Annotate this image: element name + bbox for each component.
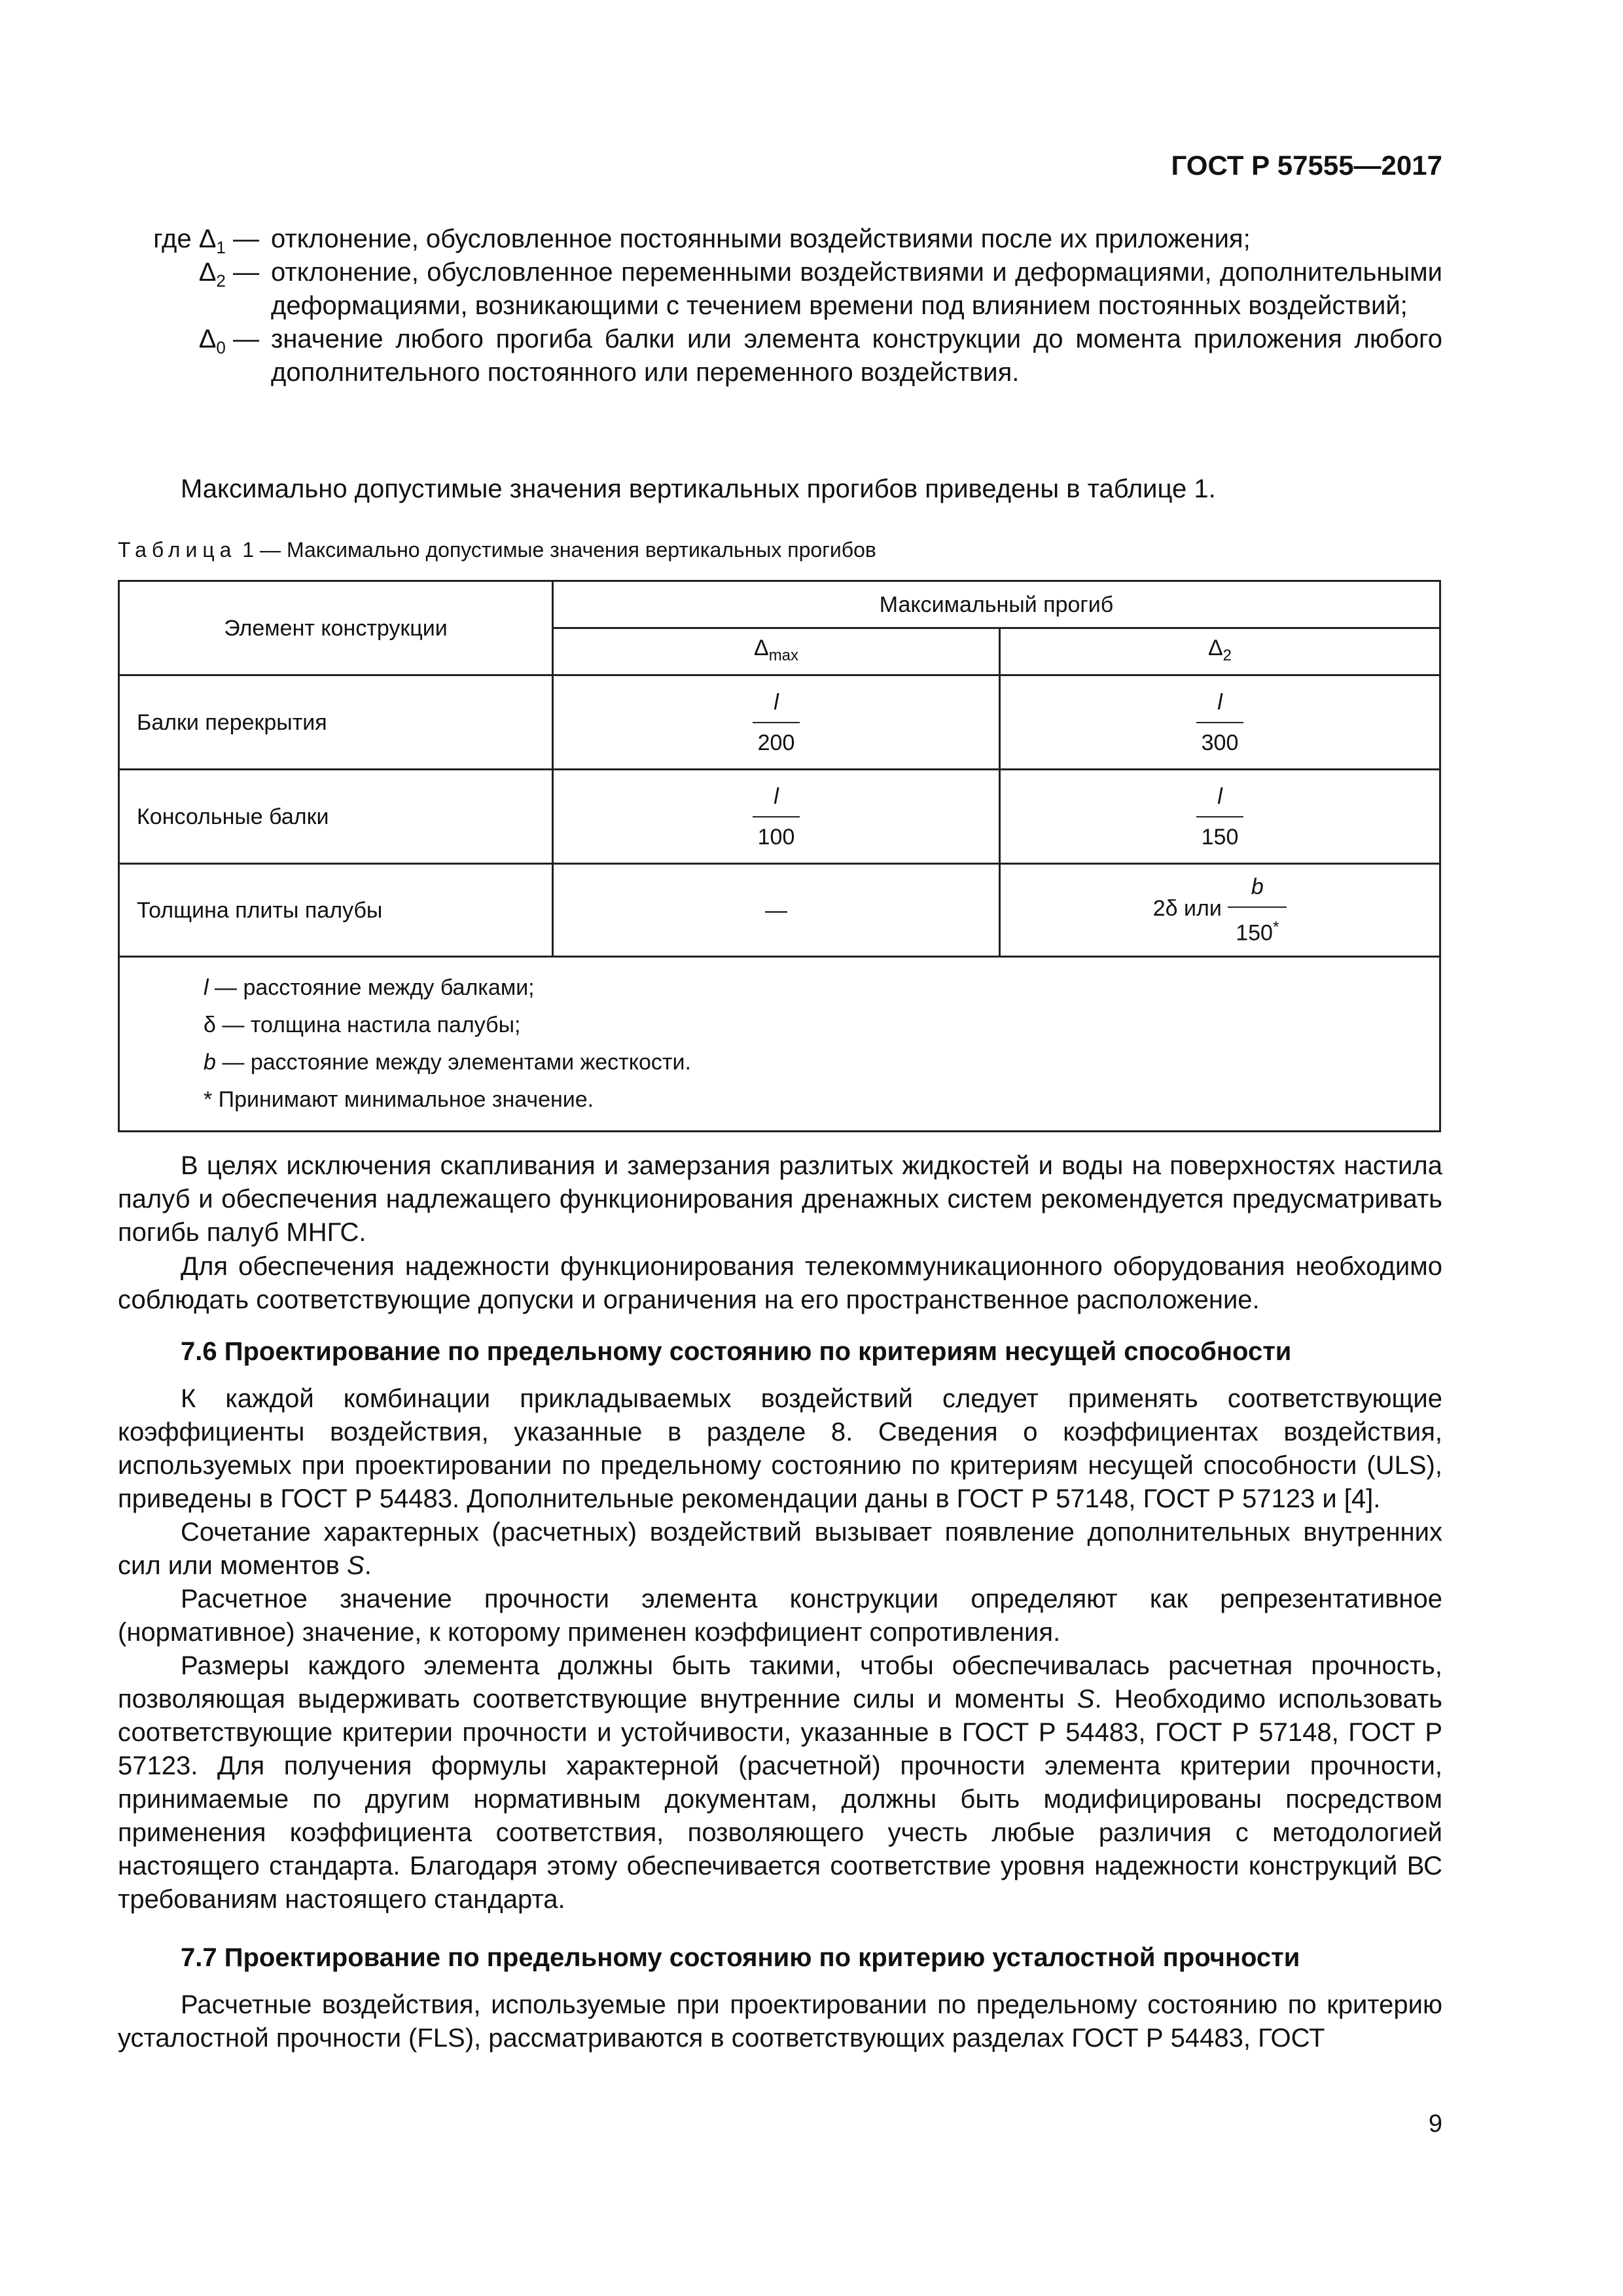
section-7-7-heading: 7.7 Проектирование по предельному состоянию по критерию усталостной прочности bbox=[181, 1943, 1300, 1972]
symbol-definitions bbox=[131, 223, 1442, 389]
section-7-6-paragraph: Расчетное значение прочности элемента конструкции определяют как репрезентативное (нормативное) значение, к которому применен коэффициент сопротивления. bbox=[118, 1585, 1442, 1647]
table-reference-paragraph: Максимально допустимые значения вертикальных прогибов приведены в таблице 1. bbox=[181, 475, 1216, 503]
row-label: Балки перекрытия bbox=[119, 675, 553, 770]
table-row bbox=[119, 770, 1440, 864]
definition-text: значение любого прогиба балки или элемента конструкции до момента приложения любого дополнительного постоянного или переменного воздействия. bbox=[271, 325, 1442, 387]
section-7-6-heading: 7.6 Проектирование по предельному состоянию по критериям несущей способности bbox=[181, 1337, 1292, 1366]
fraction: $\frac{l}{300}$ bbox=[1196, 689, 1243, 756]
table-caption: Таблица 1 — Максимально допустимые значения вертикальных прогибов bbox=[118, 538, 876, 562]
header-delta-2: $\Delta_2$ bbox=[1000, 628, 1440, 675]
definition-delta-2: $\Delta_2$ — отклонение, обусловленное переменными воздействиями и деформациями, дополнительными деформациями, возникающими с течением времени под влиянием постоянных воздействий; bbox=[131, 256, 1442, 323]
row-label: Консольные балки bbox=[119, 770, 553, 864]
definition-delta-0: $\Delta_0$ — значение любого прогиба балки или элемента конструкции до момента приложения любого дополнительного постоянного или переменного воздействия. bbox=[131, 323, 1442, 389]
note-item: * Принимают минимальное значение. bbox=[204, 1087, 594, 1112]
fraction: $\frac{l}{200}$ bbox=[753, 689, 800, 756]
table-row bbox=[119, 675, 1440, 770]
note-item: δ — толщина настила палубы; bbox=[204, 1013, 521, 1037]
fraction: $\frac{l}{100}$ bbox=[753, 783, 800, 850]
header-max-deflection: Максимальный прогиб bbox=[553, 581, 1440, 628]
table-row: Толщина плиты палубы — 2δ или $\frac{b}{150^*}$ bbox=[119, 864, 1440, 957]
table-notes bbox=[119, 957, 1440, 1132]
header-element: Элемент конструкции bbox=[119, 581, 553, 675]
section-7-6-paragraph: К каждой комбинации прикладываемых воздействий следует применять соответствующие коэффициенты воздействия, указанные в разделе 8. Сведения о коэффициентах воздействия, используемых при проектировании по предельному состоянию по критериям несущей способности (ULS), приведены в ГОСТ Р 54483. Дополнительные рекомендации даны в ГОСТ Р 57148, ГОСТ Р 57123 и [4]. bbox=[118, 1384, 1442, 1513]
deflection-table bbox=[118, 580, 1441, 1132]
definition-text: отклонение, обусловленное переменными воздействиями и деформациями, дополнительными деформациями, возникающими с течением времени под влиянием постоянных воздействий; bbox=[271, 258, 1442, 320]
page-number: 9 bbox=[1428, 2110, 1442, 2138]
fraction: $\frac{b}{150^*}$ bbox=[1228, 874, 1287, 946]
header-delta-max: $\Delta_{max}$ bbox=[553, 628, 1000, 675]
section-7-6-paragraph: Размеры каждого элемента должны быть такими, чтобы обеспечивалась расчетная прочность, позволяющая выдерживать соответствующие внутренние силы и моменты S. Необходимо использовать соответствующие критерии прочности и устойчивости, указанные в ГОСТ Р 54483, ГОСТ Р 57148, ГОСТ Р 57123. Для получения формулы характерной (расчетной) прочности элемента критерии прочности, принимаемые по другим нормативным документам, должны быть модифицированы посредством применения коэффициента соответствия, позволяющего учесть любые различия с методологией настоящего стандарта. Благодаря этому обеспечивается соответствие уровня надежности конструкций ВС требованиям настоящего стандарта. bbox=[118, 1651, 1442, 1914]
definition-delta-1: где $\Delta_1$ — отклонение, обусловленное постоянными воздействиями после их приложения; bbox=[131, 223, 1442, 256]
note-item: l — расстояние между балками; bbox=[204, 975, 535, 1000]
paragraph-deck-camber: В целях исключения скапливания и замерзания разлитых жидкостей и воды на поверхностях настила палуб и обеспечения надлежащего функционирования дренажных систем рекомендуется предусматривать погибь палуб МНГС. bbox=[118, 1151, 1442, 1247]
fraction: $\frac{l}{150}$ bbox=[1196, 783, 1243, 850]
dash-cell: — bbox=[553, 864, 1000, 957]
note-item: b — расстояние между элементами жесткости. bbox=[204, 1050, 691, 1075]
row-label: Толщина плиты палубы bbox=[119, 864, 553, 957]
paragraph-telecom: Для обеспечения надежности функционирования телекоммуникационного оборудования необходимо соблюдать соответствующие допуски и ограничения на его пространственное расположение. bbox=[118, 1252, 1442, 1314]
section-7-6-paragraph: Сочетание характерных (расчетных) воздействий вызывает появление дополнительных внутренних сил или моментов S. bbox=[118, 1518, 1442, 1580]
table-notes-row bbox=[119, 957, 1440, 1132]
standard-number: ГОСТ Р 57555—2017 bbox=[1171, 150, 1442, 181]
section-7-7-paragraph: Расчетные воздействия, используемые при проектировании по предельному состоянию по критерию усталостной прочности (FLS), рассматриваются в соответствующих разделах ГОСТ Р 54483, ГОСТ bbox=[118, 1990, 1442, 2053]
definition-text: отклонение, обусловленное постоянными воздействиями после их приложения; bbox=[271, 224, 1251, 253]
